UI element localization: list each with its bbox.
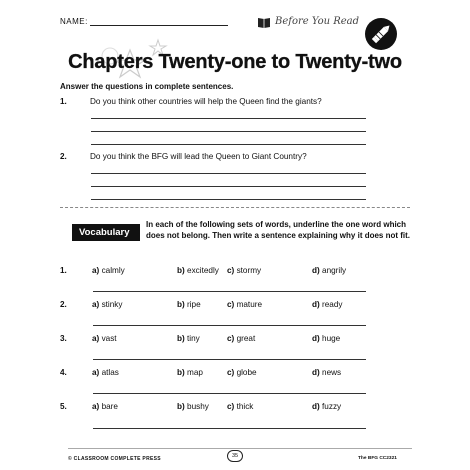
option-word: fuzzy	[322, 402, 342, 411]
option-word: thick	[236, 402, 254, 411]
option-letter: c)	[227, 300, 235, 309]
answer-line[interactable]	[91, 186, 366, 187]
option-c[interactable]	[227, 402, 253, 411]
option-letter: b)	[177, 402, 185, 411]
option-word: calmly	[101, 266, 125, 275]
section-tab-label: Before You Read	[275, 16, 360, 27]
option-word: vast	[101, 334, 117, 343]
option-letter: d)	[312, 266, 320, 275]
option-word: great	[236, 334, 256, 343]
option-letter: c)	[227, 368, 235, 377]
option-letter: d)	[312, 402, 320, 411]
option-letter: a)	[92, 266, 100, 275]
option-word: tiny	[187, 334, 200, 343]
option-word: map	[187, 368, 203, 377]
option-a[interactable]	[92, 368, 119, 377]
vocab-row-number: 1.	[60, 266, 67, 275]
option-b[interactable]	[177, 402, 209, 411]
answer-line[interactable]	[93, 291, 366, 292]
option-b[interactable]	[177, 368, 203, 377]
option-word: excitedly	[187, 266, 219, 275]
option-word: stormy	[236, 266, 262, 275]
option-a[interactable]	[92, 402, 118, 411]
question-number: 1.	[60, 97, 67, 106]
option-word: news	[322, 368, 342, 377]
vocab-row-number: 4.	[60, 368, 67, 377]
option-letter: b)	[177, 266, 185, 275]
book-icon	[257, 16, 271, 28]
option-letter: a)	[92, 368, 100, 377]
option-letter: d)	[312, 300, 320, 309]
publisher-logo: © CLASSROOM COMPLETE PRESS	[68, 456, 161, 462]
page-number: 35	[227, 450, 243, 462]
option-b[interactable]	[177, 334, 200, 343]
option-letter: c)	[227, 402, 235, 411]
page-title: Chapters Twenty-one to Twenty-two	[68, 51, 402, 73]
vocab-row	[60, 266, 410, 278]
option-word: mature	[236, 300, 263, 309]
question-text: Do you think the BFG will lead the Queen to Giant Country?	[90, 152, 307, 161]
section-tab	[257, 14, 367, 32]
answer-line[interactable]	[93, 393, 366, 394]
product-code: The BFG CC2321	[358, 456, 397, 461]
option-c[interactable]	[227, 334, 255, 343]
vocab-row-number: 3.	[60, 334, 67, 343]
option-c[interactable]	[227, 266, 261, 275]
vocabulary-badge-label: Vocabulary	[79, 227, 130, 238]
option-word: atlas	[101, 368, 119, 377]
option-word: bare	[101, 402, 118, 411]
footer-divider	[68, 448, 412, 449]
option-word: stinky	[101, 300, 123, 309]
option-letter: a)	[92, 402, 100, 411]
option-b[interactable]	[177, 266, 219, 275]
option-a[interactable]	[92, 334, 117, 343]
section-divider	[60, 207, 410, 208]
option-letter: d)	[312, 334, 320, 343]
vocab-row	[60, 402, 410, 414]
option-word: huge	[322, 334, 341, 343]
page-footer	[0, 442, 470, 462]
answer-line[interactable]	[91, 131, 366, 132]
option-d[interactable]	[312, 334, 340, 343]
vocabulary-instructions: In each of the following sets of words, underline the one word which does not belong. Then write a sentence explaining why it does not fit.	[146, 220, 411, 240]
vocab-row	[60, 300, 410, 312]
option-letter: d)	[312, 368, 320, 377]
option-letter: c)	[227, 334, 235, 343]
option-letter: b)	[177, 300, 185, 309]
option-letter: c)	[227, 266, 235, 275]
option-letter: b)	[177, 334, 185, 343]
answer-line[interactable]	[91, 118, 366, 119]
vocab-row	[60, 334, 410, 346]
answer-line[interactable]	[91, 199, 366, 200]
option-c[interactable]	[227, 368, 257, 377]
option-word: bushy	[187, 402, 209, 411]
pencil-icon	[365, 18, 397, 50]
option-word: globe	[236, 368, 257, 377]
option-letter: a)	[92, 334, 100, 343]
option-b[interactable]	[177, 300, 201, 309]
option-letter: b)	[177, 368, 185, 377]
vocab-row-number: 2.	[60, 300, 67, 309]
vocabulary-badge	[72, 224, 140, 241]
answer-line[interactable]	[93, 325, 366, 326]
option-word: ready	[322, 300, 343, 309]
question-text: Do you think other countries will help the Queen find the giants?	[90, 97, 322, 106]
option-word: angrily	[322, 266, 347, 275]
option-word: ripe	[187, 300, 201, 309]
option-d[interactable]	[312, 300, 343, 309]
option-a[interactable]	[92, 300, 123, 309]
option-a[interactable]	[92, 266, 125, 275]
name-label: NAME:	[60, 17, 88, 26]
vocab-row-number: 5.	[60, 402, 67, 411]
question-number: 2.	[60, 152, 67, 161]
option-d[interactable]	[312, 402, 341, 411]
option-d[interactable]	[312, 266, 346, 275]
answer-line[interactable]	[93, 428, 366, 429]
question-instruction: Answer the questions in complete sentences.	[60, 82, 234, 91]
answer-line[interactable]	[91, 144, 366, 145]
answer-line[interactable]	[91, 173, 366, 174]
option-c[interactable]	[227, 300, 262, 309]
option-letter: a)	[92, 300, 100, 309]
option-d[interactable]	[312, 368, 341, 377]
answer-line[interactable]	[93, 359, 366, 360]
vocab-row	[60, 368, 410, 380]
